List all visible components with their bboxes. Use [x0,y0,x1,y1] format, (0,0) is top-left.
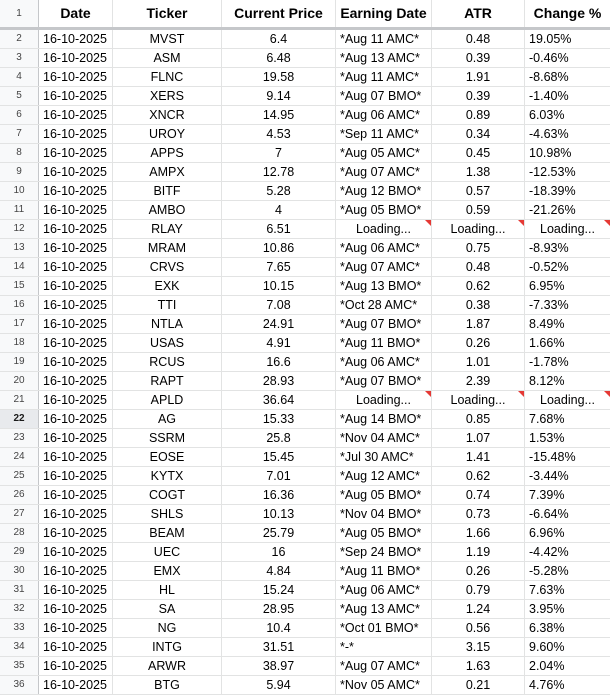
price-cell[interactable]: 16.6 [222,353,336,371]
earning-date-cell[interactable]: *Aug 14 BMO* [336,410,432,428]
atr-cell[interactable]: 0.39 [432,87,525,105]
error-indicator-icon[interactable] [425,391,431,397]
row-number[interactable]: 28 [0,524,39,542]
atr-cell[interactable]: 1.07 [432,429,525,447]
ticker-cell[interactable]: RLAY [113,220,222,238]
table-body [0,30,610,695]
change-cell[interactable]: -7.33% [529,298,569,312]
row-number[interactable]: 12 [0,220,39,238]
ticker-cell[interactable]: XNCR [113,106,222,124]
earning-date-cell[interactable]: *Oct 01 BMO* [336,619,432,637]
table-row [0,638,610,657]
row-number[interactable]: 18 [0,334,39,352]
price-cell[interactable]: 38.97 [222,657,336,675]
ticker-cell[interactable]: EXK [113,277,222,295]
row-number[interactable]: 4 [0,68,39,86]
price-cell[interactable]: 15.33 [222,410,336,428]
change-cell[interactable]: 7.63% [529,583,565,597]
ticker-cell[interactable]: ARWR [113,657,222,675]
date-cell[interactable]: 16-10-2025 [39,182,113,200]
date-cell[interactable]: 16-10-2025 [39,163,113,181]
date-cell[interactable]: 16-10-2025 [39,524,113,542]
ticker-cell[interactable]: RAPT [113,372,222,390]
atr-cell[interactable]: 0.75 [432,239,525,257]
date-cell[interactable]: 16-10-2025 [39,239,113,257]
row-number[interactable]: 27 [0,505,39,523]
row-number[interactable]: 10 [0,182,39,200]
earning-date-cell[interactable]: *Aug 13 AMC* [336,49,432,67]
row-number[interactable]: 23 [0,429,39,447]
ticker-cell[interactable]: AMBO [113,201,222,219]
price-cell[interactable]: 6.48 [222,49,336,67]
table-row [0,448,610,467]
price-cell[interactable]: 31.51 [222,638,336,656]
date-cell[interactable]: 16-10-2025 [39,372,113,390]
table-row [0,87,610,106]
table-row [0,315,610,334]
change-cell[interactable]: -5.28% [529,564,569,578]
earning-date-cell[interactable]: *Nov 04 AMC* [336,429,432,447]
earning-date-cell[interactable]: *Jul 30 AMC* [336,448,432,466]
earning-date-cell[interactable]: *Aug 12 AMC* [336,467,432,485]
atr-cell[interactable]: 0.21 [432,676,525,694]
price-cell[interactable]: 6.4 [222,30,336,48]
earning-date-cell[interactable]: *Nov 04 BMO* [336,505,432,523]
table-row [0,106,610,125]
column-header-date[interactable]: Date [39,0,113,27]
price-cell[interactable]: 4.91 [222,334,336,352]
atr-cell[interactable]: 0.34 [432,125,525,143]
ticker-cell[interactable]: CRVS [113,258,222,276]
atr-cell[interactable]: 0.45 [432,144,525,162]
change-cell[interactable]: 4.76% [529,678,565,692]
table-row [0,258,610,277]
table-row [0,201,610,220]
earning-date-cell[interactable]: *Aug 06 AMC* [336,581,432,599]
change-cell[interactable]: 10.98% [529,146,572,160]
atr-cell[interactable]: 1.38 [432,163,525,181]
row-number[interactable]: 33 [0,619,39,637]
price-cell[interactable]: 4.53 [222,125,336,143]
atr-cell[interactable]: 0.56 [432,619,525,637]
table-row [0,125,610,144]
table-row [0,676,610,695]
error-indicator-icon[interactable] [518,391,524,397]
atr-cell[interactable]: 0.38 [432,296,525,314]
date-cell[interactable]: 16-10-2025 [39,448,113,466]
ticker-cell[interactable]: NTLA [113,315,222,333]
ticker-cell[interactable]: AMPX [113,163,222,181]
row-number[interactable]: 29 [0,543,39,561]
price-cell[interactable]: 24.91 [222,315,336,333]
change-cell[interactable]: 1.53% [529,431,565,445]
price-cell[interactable]: 4 [222,201,336,219]
earning-date-cell[interactable]: *Aug 11 BMO* [336,562,432,580]
atr-cell[interactable]: 1.63 [432,657,525,675]
earning-date-cell[interactable]: *Aug 07 AMC* [336,258,432,276]
date-cell[interactable]: 16-10-2025 [39,49,113,67]
change-cell[interactable]: -18.39% [529,184,576,198]
row-number[interactable]: 14 [0,258,39,276]
date-cell[interactable]: 16-10-2025 [39,125,113,143]
price-cell[interactable]: 7.01 [222,467,336,485]
date-cell[interactable]: 16-10-2025 [39,543,113,561]
row-number[interactable]: 24 [0,448,39,466]
atr-cell[interactable]: Loading... [432,220,525,238]
date-cell[interactable]: 16-10-2025 [39,619,113,637]
earning-date-cell[interactable]: *Aug 06 AMC* [336,239,432,257]
price-cell[interactable]: 12.78 [222,163,336,181]
row-number[interactable]: 2 [0,30,39,48]
change-cell[interactable]: 19.05% [529,32,572,46]
change-cell[interactable]: -8.93% [529,241,569,255]
ticker-cell[interactable]: TTI [113,296,222,314]
date-cell[interactable]: 16-10-2025 [39,315,113,333]
price-cell[interactable]: 15.24 [222,581,336,599]
change-cell[interactable]: Loading... [525,391,610,409]
table-row [0,220,610,239]
atr-cell[interactable]: 0.62 [432,467,525,485]
ticker-cell[interactable]: BTG [113,676,222,694]
date-cell[interactable]: 16-10-2025 [39,87,113,105]
table-row [0,163,610,182]
change-cell[interactable]: 1.66% [529,336,565,350]
error-indicator-icon[interactable] [604,220,610,226]
row-number[interactable]: 36 [0,676,39,694]
error-indicator-icon[interactable] [425,220,431,226]
row-number[interactable]: 26 [0,486,39,504]
earning-date-cell[interactable]: *Aug 06 AMC* [336,106,432,124]
ticker-cell[interactable]: USAS [113,334,222,352]
change-cell[interactable]: -0.46% [529,51,569,65]
change-cell[interactable]: 7.39% [529,488,565,502]
atr-cell[interactable]: 0.48 [432,30,525,48]
table-row [0,353,610,372]
date-cell[interactable]: 16-10-2025 [39,106,113,124]
price-cell[interactable]: 14.95 [222,106,336,124]
ticker-cell[interactable]: KYTX [113,467,222,485]
column-header-change[interactable]: Change % [533,5,602,21]
price-cell[interactable]: 19.58 [222,68,336,86]
ticker-cell[interactable]: SA [113,600,222,618]
atr-cell[interactable]: 0.73 [432,505,525,523]
row-number[interactable]: 19 [0,353,39,371]
ticker-cell[interactable]: MVST [113,30,222,48]
change-cell[interactable]: -1.78% [529,355,569,369]
earning-date-cell[interactable]: *Aug 06 AMC* [336,353,432,371]
change-cell[interactable]: -12.53% [529,165,576,179]
row-number[interactable]: 3 [0,49,39,67]
price-cell[interactable]: 25.79 [222,524,336,542]
error-indicator-icon[interactable] [518,220,524,226]
change-cell[interactable]: 6.38% [529,621,565,635]
ticker-cell[interactable]: ASM [113,49,222,67]
column-header-earning-date[interactable]: Earning Date [336,0,432,27]
atr-cell[interactable]: 0.48 [432,258,525,276]
price-cell[interactable]: 7 [222,144,336,162]
ticker-cell[interactable]: SHLS [113,505,222,523]
column-header-price[interactable]: Current Price [222,0,336,27]
earning-date-cell[interactable]: *Aug 07 BMO* [336,87,432,105]
table-row [0,334,610,353]
earning-date-cell[interactable]: *Sep 11 AMC* [336,125,432,143]
date-cell[interactable]: 16-10-2025 [39,144,113,162]
date-cell[interactable]: 16-10-2025 [39,68,113,86]
change-cell[interactable]: 2.04% [529,659,565,673]
date-cell[interactable]: 16-10-2025 [39,277,113,295]
row-number[interactable]: 17 [0,315,39,333]
earning-date-cell[interactable]: *Aug 05 BMO* [336,524,432,542]
row-number[interactable]: 11 [0,201,39,219]
atr-cell[interactable]: 1.01 [432,353,525,371]
price-cell[interactable]: 9.14 [222,87,336,105]
ticker-cell[interactable]: RCUS [113,353,222,371]
earning-date-cell[interactable]: *Oct 28 AMC* [336,296,432,314]
earning-date-cell[interactable]: *-* [336,638,432,656]
date-cell[interactable]: 16-10-2025 [39,220,113,238]
table-row [0,68,610,87]
ticker-cell[interactable]: BEAM [113,524,222,542]
price-cell[interactable]: 28.95 [222,600,336,618]
ticker-cell[interactable]: UROY [113,125,222,143]
date-cell[interactable]: 16-10-2025 [39,505,113,523]
table-row [0,277,610,296]
row-number[interactable]: 20 [0,372,39,390]
atr-cell[interactable]: Loading... [432,391,525,409]
table-row [0,524,610,543]
row-number[interactable]: 16 [0,296,39,314]
change-cell[interactable]: 8.12% [529,374,565,388]
atr-cell[interactable]: 0.74 [432,486,525,504]
atr-cell[interactable]: 2.39 [432,372,525,390]
change-cell[interactable]: -21.26% [529,203,576,217]
price-cell[interactable]: 10.15 [222,277,336,295]
table-row [0,657,610,676]
column-header-atr[interactable]: ATR [432,0,525,27]
atr-cell[interactable]: 0.57 [432,182,525,200]
price-cell[interactable]: 28.93 [222,372,336,390]
date-cell[interactable]: 16-10-2025 [39,296,113,314]
table-row [0,182,610,201]
ticker-cell[interactable]: SSRM [113,429,222,447]
row-number[interactable]: 31 [0,581,39,599]
change-cell[interactable]: -0.52% [529,260,569,274]
table-row [0,600,610,619]
date-cell[interactable]: 16-10-2025 [39,334,113,352]
ticker-cell[interactable]: XERS [113,87,222,105]
price-cell[interactable]: 5.94 [222,676,336,694]
change-cell[interactable]: -3.44% [529,469,569,483]
table-row [0,505,610,524]
price-cell[interactable]: 10.4 [222,619,336,637]
atr-cell[interactable]: 0.85 [432,410,525,428]
row-number[interactable]: 35 [0,657,39,675]
earning-date-cell[interactable]: *Sep 24 BMO* [336,543,432,561]
table-row [0,619,610,638]
row-number[interactable]: 13 [0,239,39,257]
date-cell[interactable]: 16-10-2025 [39,562,113,580]
row-number[interactable]: 5 [0,87,39,105]
atr-cell[interactable]: 1.91 [432,68,525,86]
table-row [0,391,610,410]
atr-cell[interactable]: 1.24 [432,600,525,618]
ticker-cell[interactable]: APPS [113,144,222,162]
change-cell[interactable]: 8.49% [529,317,565,331]
table-row [0,239,610,258]
date-cell[interactable]: 16-10-2025 [39,429,113,447]
row-number[interactable]: 30 [0,562,39,580]
row-number[interactable]: 1 [0,0,39,27]
earning-date-cell[interactable]: *Aug 05 BMO* [336,201,432,219]
row-number[interactable]: 22 [0,410,39,428]
change-cell[interactable]: -1.40% [529,89,569,103]
atr-cell[interactable]: 1.66 [432,524,525,542]
ticker-cell[interactable]: HL [113,581,222,599]
table-row [0,372,610,391]
date-cell[interactable]: 16-10-2025 [39,657,113,675]
atr-cell[interactable]: 0.26 [432,334,525,352]
atr-cell[interactable]: 1.87 [432,315,525,333]
row-number[interactable]: 8 [0,144,39,162]
date-cell[interactable]: 16-10-2025 [39,638,113,656]
atr-cell[interactable]: 3.15 [432,638,525,656]
price-cell[interactable]: 4.84 [222,562,336,580]
earning-date-cell[interactable]: *Aug 13 BMO* [336,277,432,295]
ticker-cell[interactable]: NG [113,619,222,637]
ticker-cell[interactable]: BITF [113,182,222,200]
date-cell[interactable]: 16-10-2025 [39,410,113,428]
price-cell[interactable]: 16.36 [222,486,336,504]
price-cell[interactable]: 36.64 [222,391,336,409]
table-row [0,486,610,505]
price-cell[interactable]: 5.28 [222,182,336,200]
table-row [0,429,610,448]
table-row [0,30,610,49]
date-cell[interactable]: 16-10-2025 [39,258,113,276]
price-cell[interactable]: 15.45 [222,448,336,466]
change-cell[interactable]: -4.63% [529,127,569,141]
price-cell[interactable]: 6.51 [222,220,336,238]
table-row [0,543,610,562]
change-cell[interactable]: 6.95% [529,279,565,293]
atr-cell[interactable]: 1.41 [432,448,525,466]
date-cell[interactable]: 16-10-2025 [39,486,113,504]
row-number[interactable]: 25 [0,467,39,485]
row-number[interactable]: 6 [0,106,39,124]
earning-date-cell[interactable]: *Aug 11 BMO* [336,334,432,352]
earning-date-cell[interactable]: *Aug 13 AMC* [336,600,432,618]
earning-date-cell[interactable]: *Aug 07 AMC* [336,163,432,181]
change-cell[interactable]: 9.60% [529,640,565,654]
date-cell[interactable]: 16-10-2025 [39,467,113,485]
atr-cell[interactable]: 0.79 [432,581,525,599]
earning-date-cell[interactable]: Loading... [336,391,432,409]
change-cell[interactable]: 3.95% [529,602,565,616]
earning-date-cell[interactable]: *Aug 05 BMO* [336,486,432,504]
table-row [0,581,610,600]
table-row [0,144,610,163]
ticker-cell[interactable]: FLNC [113,68,222,86]
atr-cell[interactable]: 0.26 [432,562,525,580]
change-cell[interactable]: Loading... [525,220,610,238]
ticker-cell[interactable]: EMX [113,562,222,580]
change-cell[interactable]: 6.03% [529,108,565,122]
table-row [0,410,610,429]
change-cell[interactable]: -6.64% [529,507,569,521]
change-cell[interactable]: -8.68% [529,70,569,84]
date-cell[interactable]: 16-10-2025 [39,30,113,48]
row-number[interactable]: 7 [0,125,39,143]
change-cell[interactable]: 6.96% [529,526,565,540]
change-cell[interactable]: -4.42% [529,545,569,559]
earning-date-cell[interactable]: *Aug 11 AMC* [336,30,432,48]
ticker-cell[interactable]: MRAM [113,239,222,257]
atr-cell[interactable]: 1.19 [432,543,525,561]
table-row [0,467,610,486]
ticker-cell[interactable]: APLD [113,391,222,409]
earning-date-cell[interactable]: *Nov 05 AMC* [336,676,432,694]
ticker-cell[interactable]: INTG [113,638,222,656]
table-row [0,562,610,581]
date-cell[interactable]: 16-10-2025 [39,581,113,599]
earning-date-cell[interactable]: Loading... [336,220,432,238]
atr-cell[interactable]: 0.89 [432,106,525,124]
date-cell[interactable]: 16-10-2025 [39,391,113,409]
earning-date-cell[interactable]: *Aug 11 AMC* [336,68,432,86]
atr-cell[interactable]: 0.62 [432,277,525,295]
table-row [0,296,610,315]
change-cell[interactable]: 7.68% [529,412,565,426]
price-cell[interactable]: 10.86 [222,239,336,257]
earning-date-cell[interactable]: *Aug 07 BMO* [336,315,432,333]
row-number[interactable]: 21 [0,391,39,409]
earning-date-cell[interactable]: *Aug 07 AMC* [336,657,432,675]
earning-date-cell[interactable]: *Aug 07 BMO* [336,372,432,390]
row-number[interactable]: 34 [0,638,39,656]
change-cell[interactable]: -15.48% [529,450,576,464]
row-number[interactable]: 15 [0,277,39,295]
earning-date-cell[interactable]: *Aug 12 BMO* [336,182,432,200]
table-row [0,49,610,68]
price-cell[interactable]: 10.13 [222,505,336,523]
price-cell[interactable]: 7.08 [222,296,336,314]
ticker-cell[interactable]: AG [113,410,222,428]
price-cell[interactable]: 16 [222,543,336,561]
date-cell[interactable]: 16-10-2025 [39,353,113,371]
ticker-cell[interactable]: EOSE [113,448,222,466]
row-number[interactable]: 9 [0,163,39,181]
ticker-cell[interactable]: COGT [113,486,222,504]
date-cell[interactable]: 16-10-2025 [39,676,113,694]
row-number[interactable]: 32 [0,600,39,618]
price-cell[interactable]: 7.65 [222,258,336,276]
atr-cell[interactable]: 0.59 [432,201,525,219]
date-cell[interactable]: 16-10-2025 [39,600,113,618]
earning-date-cell[interactable]: *Aug 05 AMC* [336,144,432,162]
atr-cell[interactable]: 0.39 [432,49,525,67]
error-indicator-icon[interactable] [604,391,610,397]
column-header-ticker[interactable]: Ticker [113,0,222,27]
ticker-cell[interactable]: UEC [113,543,222,561]
header-row [0,0,610,30]
date-cell[interactable]: 16-10-2025 [39,201,113,219]
price-cell[interactable]: 25.8 [222,429,336,447]
